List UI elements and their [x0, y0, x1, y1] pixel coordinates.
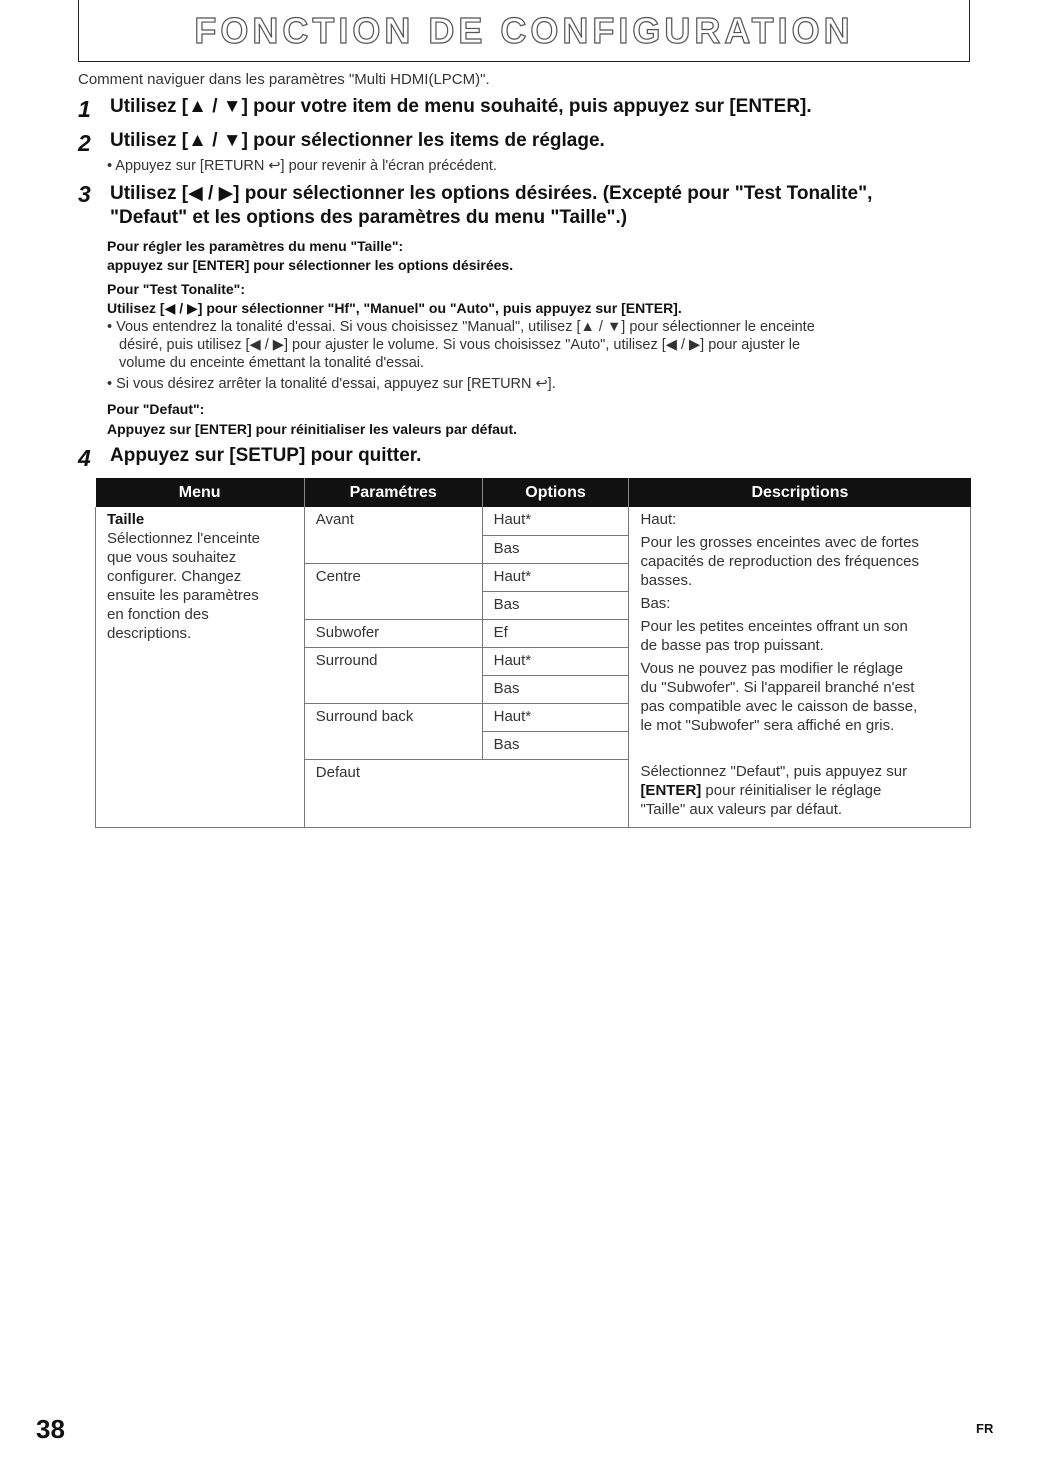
menu-cell [96, 507, 305, 827]
desc-line: de basse pas trop puissant. [640, 637, 824, 654]
step-number: 2 [78, 130, 91, 156]
option-cell: Haut* [482, 647, 629, 675]
defaut-heading: Pour "Defaut": [107, 401, 205, 417]
page-title: FONCTION DE CONFIGURATION [194, 9, 854, 51]
step-text: Appuyez sur [SETUP] pour quitter. [110, 445, 422, 466]
desc-bas-label: Bas: [640, 595, 671, 612]
desc-line: capacités de reproduction des fréquences [640, 553, 919, 570]
taille-heading-1: Pour régler les paramètres du menu "Taille": [107, 238, 404, 254]
desc-line: pas compatible avec le caisson de basse, [640, 698, 918, 715]
option-cell: Bas [482, 731, 629, 759]
description-defaut [629, 759, 971, 827]
page-number: 38 [36, 1414, 65, 1444]
test-tonalite-instruction: Utilisez [◀ / ▶] pour sélectionner "Hf", "Manuel" ou "Auto", puis appuyez sur [ENTER]. [107, 300, 682, 316]
defaut-instruction: Appuyez sur [ENTER] pour réinitialiser les valeurs par défaut. [107, 421, 517, 437]
desc-haut-label: Haut: [640, 511, 677, 528]
bullet-line: désiré, puis utilisez [◀ / ▶] pour ajuster le volume. Si vous choisissez "Auto", utilisez [◀ / ▶] pour ajuster le [119, 337, 801, 353]
param-surround: Surround [304, 647, 482, 703]
desc-line: pour réinitialiser le réglage [701, 782, 882, 799]
menu-desc-line: ensuite les paramètres [107, 587, 259, 604]
param-centre: Centre [304, 563, 482, 619]
step-3 [78, 182, 872, 230]
step-number: 1 [78, 96, 91, 122]
enter-key-label: [ENTER] [640, 782, 702, 799]
desc-line: basses. [640, 572, 693, 589]
option-cell: Bas [482, 675, 629, 703]
desc-line: le mot "Subwofer" sera affiché en gris. [640, 717, 895, 734]
header-parametres: Paramétres [304, 478, 482, 507]
taille-heading-2: appuyez sur [ENTER] pour sélectionner les options désirées. [107, 257, 514, 273]
option-cell: Bas [482, 591, 629, 619]
table-header-row [96, 478, 971, 507]
desc-line: "Taille" aux valeurs par défaut. [640, 801, 843, 818]
step-text-line-2: "Defaut" et les options des paramètres du menu "Taille".) [110, 207, 628, 228]
menu-desc-line: que vous souhaitez [107, 549, 237, 566]
bullet-line: volume du enceinte émettant la tonalité d'essai. [119, 355, 425, 371]
test-tonalite-bullet-2: • Si vous désirez arrêter la tonalité d'essai, appuyez sur [RETURN ↩]. [107, 376, 556, 392]
option-cell: Bas [482, 535, 629, 563]
step-number: 4 [78, 445, 91, 471]
bullet-line: • Vous entendrez la tonalité d'essai. Si vous choisissez "Manual", utilisez [▲ / ▼] pour sélectionner le enceinte [107, 319, 815, 335]
menu-desc-line: configurer. Changez [107, 568, 242, 585]
language-code: FR [976, 1421, 994, 1436]
menu-desc-line: descriptions. [107, 625, 192, 642]
desc-line: Sélectionnez "Defaut", puis appuyez sur [640, 763, 908, 780]
intro-text: Comment naviguer dans les paramètres "Multi HDMI(LPCM)". [78, 71, 490, 88]
param-defaut: Defaut [304, 759, 629, 827]
param-subwofer: Subwofer [304, 619, 482, 647]
desc-line: du "Subwofer". Si l'appareil branché n'est [640, 679, 915, 696]
step-2-note: • Appuyez sur [RETURN ↩] pour revenir à l'écran précédent. [107, 158, 497, 174]
desc-line: Pour les grosses enceintes avec de fortes [640, 534, 919, 551]
param-avant: Avant [304, 507, 482, 563]
step-text: Utilisez [▲ / ▼] pour sélectionner les items de réglage. [110, 130, 605, 151]
option-cell: Haut* [482, 703, 629, 731]
option-cell: Ef [482, 619, 629, 647]
header-descriptions: Descriptions [629, 478, 971, 507]
header-options: Options [482, 478, 629, 507]
menu-title: Taille [107, 511, 145, 528]
param-surround-back: Surround back [304, 703, 482, 759]
menu-desc-line: en fonction des [107, 606, 209, 623]
desc-line: Vous ne pouvez pas modifier le réglage [640, 660, 904, 677]
menu-desc-line: Sélectionnez l'enceinte [107, 530, 260, 547]
step-4 [78, 445, 421, 472]
step-number: 3 [78, 181, 91, 207]
description-cell [629, 507, 971, 759]
title-banner [78, 0, 970, 62]
test-tonalite-heading: Pour "Test Tonalite": [107, 281, 245, 297]
step-2 [78, 130, 605, 157]
step-text: Utilisez [▲ / ▼] pour votre item de menu souhaité, puis appuyez sur [ENTER]. [110, 96, 812, 117]
settings-table [95, 478, 971, 828]
step-text-line-1: Utilisez [◀ / ▶] pour sélectionner les options désirées. (Excepté pour "Test Tonalite", [110, 183, 873, 204]
step-1 [78, 96, 812, 123]
desc-line: Pour les petites enceintes offrant un son [640, 618, 908, 635]
option-cell: Haut* [482, 563, 629, 591]
header-menu: Menu [96, 478, 305, 507]
option-cell: Haut* [482, 507, 629, 535]
test-tonalite-bullet-1 [107, 318, 937, 372]
